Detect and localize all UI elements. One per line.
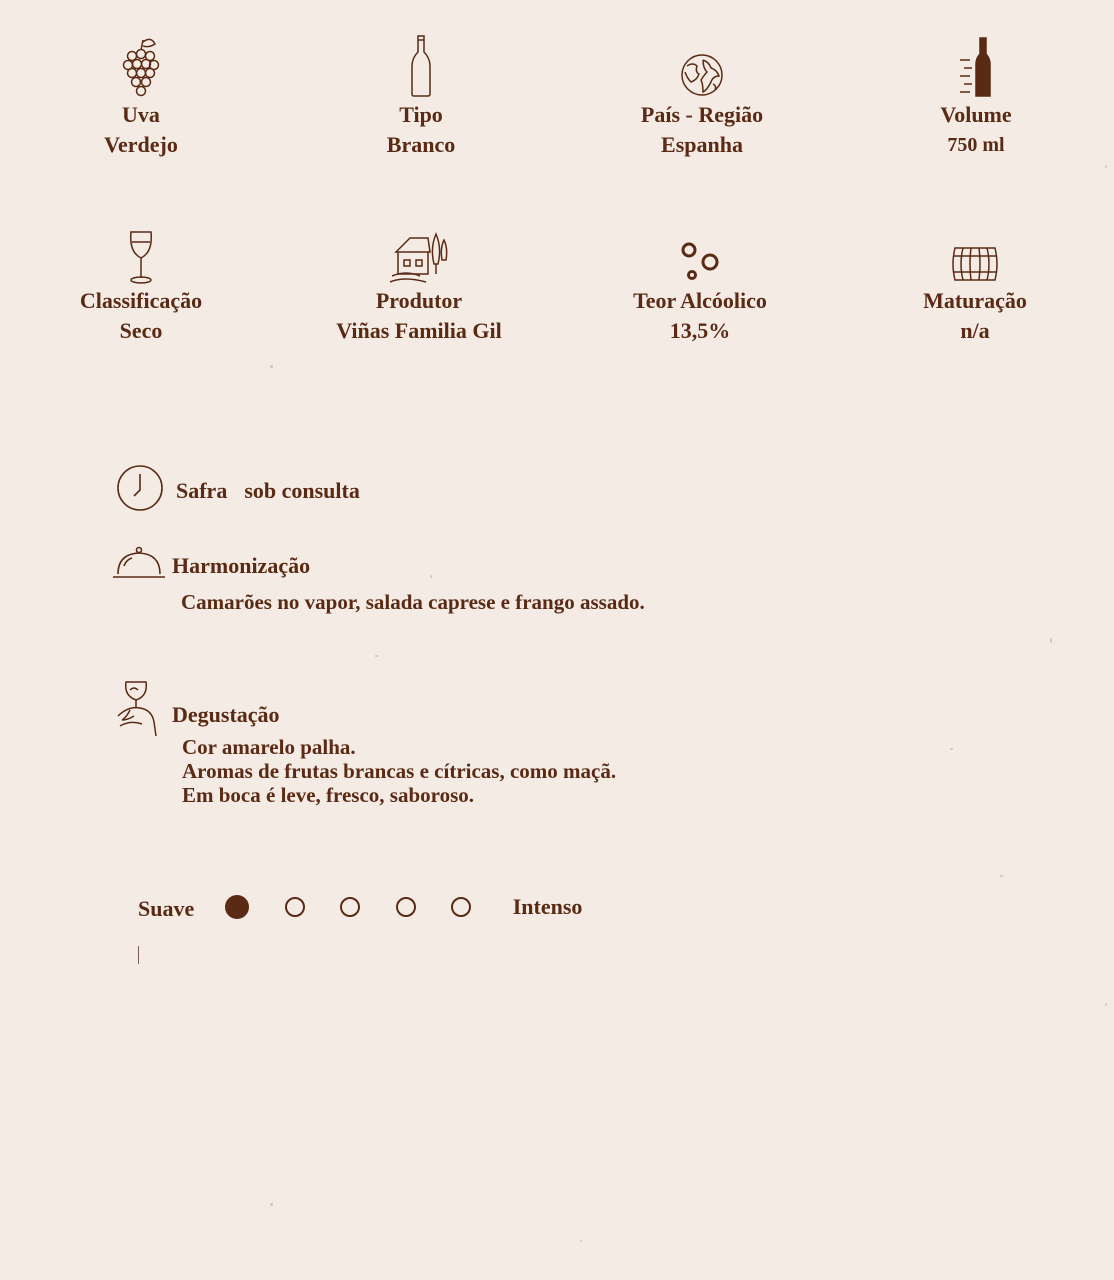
attribute-label: Classificação xyxy=(79,288,203,313)
attribute-produtor xyxy=(309,214,529,346)
harmonizacao-label: Harmonização xyxy=(172,552,311,578)
intensity-dot-1 xyxy=(225,895,249,919)
attribute-value: Branco xyxy=(386,132,456,157)
safra-value: sob consulta xyxy=(244,477,360,503)
attribute-label: País - Região xyxy=(640,102,764,127)
paper-speck xyxy=(1000,875,1003,877)
paper-speck xyxy=(430,575,432,578)
attribute-tipo xyxy=(311,28,531,160)
winery-icon xyxy=(309,214,529,284)
wine-glass-icon xyxy=(31,214,251,284)
attribute-value: Viñas Familia Gil xyxy=(336,318,502,343)
attribute-maturacao xyxy=(865,214,1085,346)
degustacao-line: Em boca é leve, fresco, saboroso. xyxy=(182,783,475,807)
cloche-icon xyxy=(112,546,166,585)
paper-speck xyxy=(1105,165,1107,168)
intensity-dot-3 xyxy=(340,897,360,917)
paper-speck xyxy=(950,748,953,750)
paper-speck xyxy=(580,1240,582,1242)
attribute-volume xyxy=(866,28,1086,160)
bubbles-icon xyxy=(590,214,810,284)
degustacao-header xyxy=(116,680,280,743)
attribute-value: Verdejo xyxy=(104,132,178,157)
paper-speck xyxy=(375,655,378,657)
attribute-classificacao xyxy=(31,214,251,346)
sommelier-icon xyxy=(116,680,162,743)
paper-speck xyxy=(1105,1003,1107,1006)
paper-speck xyxy=(270,1203,273,1206)
degustacao-text xyxy=(182,735,616,807)
intensity-dot-4 xyxy=(396,897,416,917)
attribute-label: Tipo xyxy=(399,102,443,127)
harmonizacao-text: Camarões no vapor, salada caprese e frango assado. xyxy=(181,590,645,614)
attribute-value: Seco xyxy=(119,318,163,343)
intensity-dot-2 xyxy=(285,897,305,917)
globe-icon xyxy=(592,28,812,98)
attribute-value: n/a xyxy=(960,318,990,343)
intensity-scale xyxy=(138,892,582,922)
grape-icon xyxy=(31,28,251,98)
intensity-dots xyxy=(225,895,507,919)
attribute-pais xyxy=(592,28,812,160)
harmonizacao-header xyxy=(112,546,310,585)
attribute-label: Volume xyxy=(940,102,1012,127)
attribute-uva xyxy=(31,28,251,160)
intensity-min-label: Suave xyxy=(138,896,195,921)
degustacao-line: Aromas de frutas brancas e cítricas, como maçã. xyxy=(182,759,617,783)
degustacao-line: Cor amarelo palha. xyxy=(182,735,356,759)
safra-label: Safra xyxy=(176,477,228,503)
attribute-label: Produtor xyxy=(375,288,463,313)
attribute-value: Espanha xyxy=(661,132,743,157)
volume-bottle-icon xyxy=(866,28,1086,98)
attribute-label: Uva xyxy=(122,102,160,127)
degustacao-label: Degustação xyxy=(172,701,280,727)
paper-speck xyxy=(1050,638,1052,643)
attribute-label: Teor Alcóolico xyxy=(633,288,767,313)
bottle-icon xyxy=(311,28,531,98)
attribute-teor-alcoolico xyxy=(590,214,810,346)
text-cursor xyxy=(138,946,140,964)
attribute-value: 13,5% xyxy=(669,318,731,343)
clock-icon xyxy=(116,464,164,517)
safra-row xyxy=(116,464,360,517)
paper-speck xyxy=(270,365,273,368)
intensity-max-label: Intenso xyxy=(512,894,583,919)
attribute-label: Maturação xyxy=(923,288,1027,313)
barrel-icon xyxy=(865,214,1085,284)
intensity-dot-5 xyxy=(451,897,471,917)
attribute-value: 750 ml xyxy=(947,134,1005,156)
